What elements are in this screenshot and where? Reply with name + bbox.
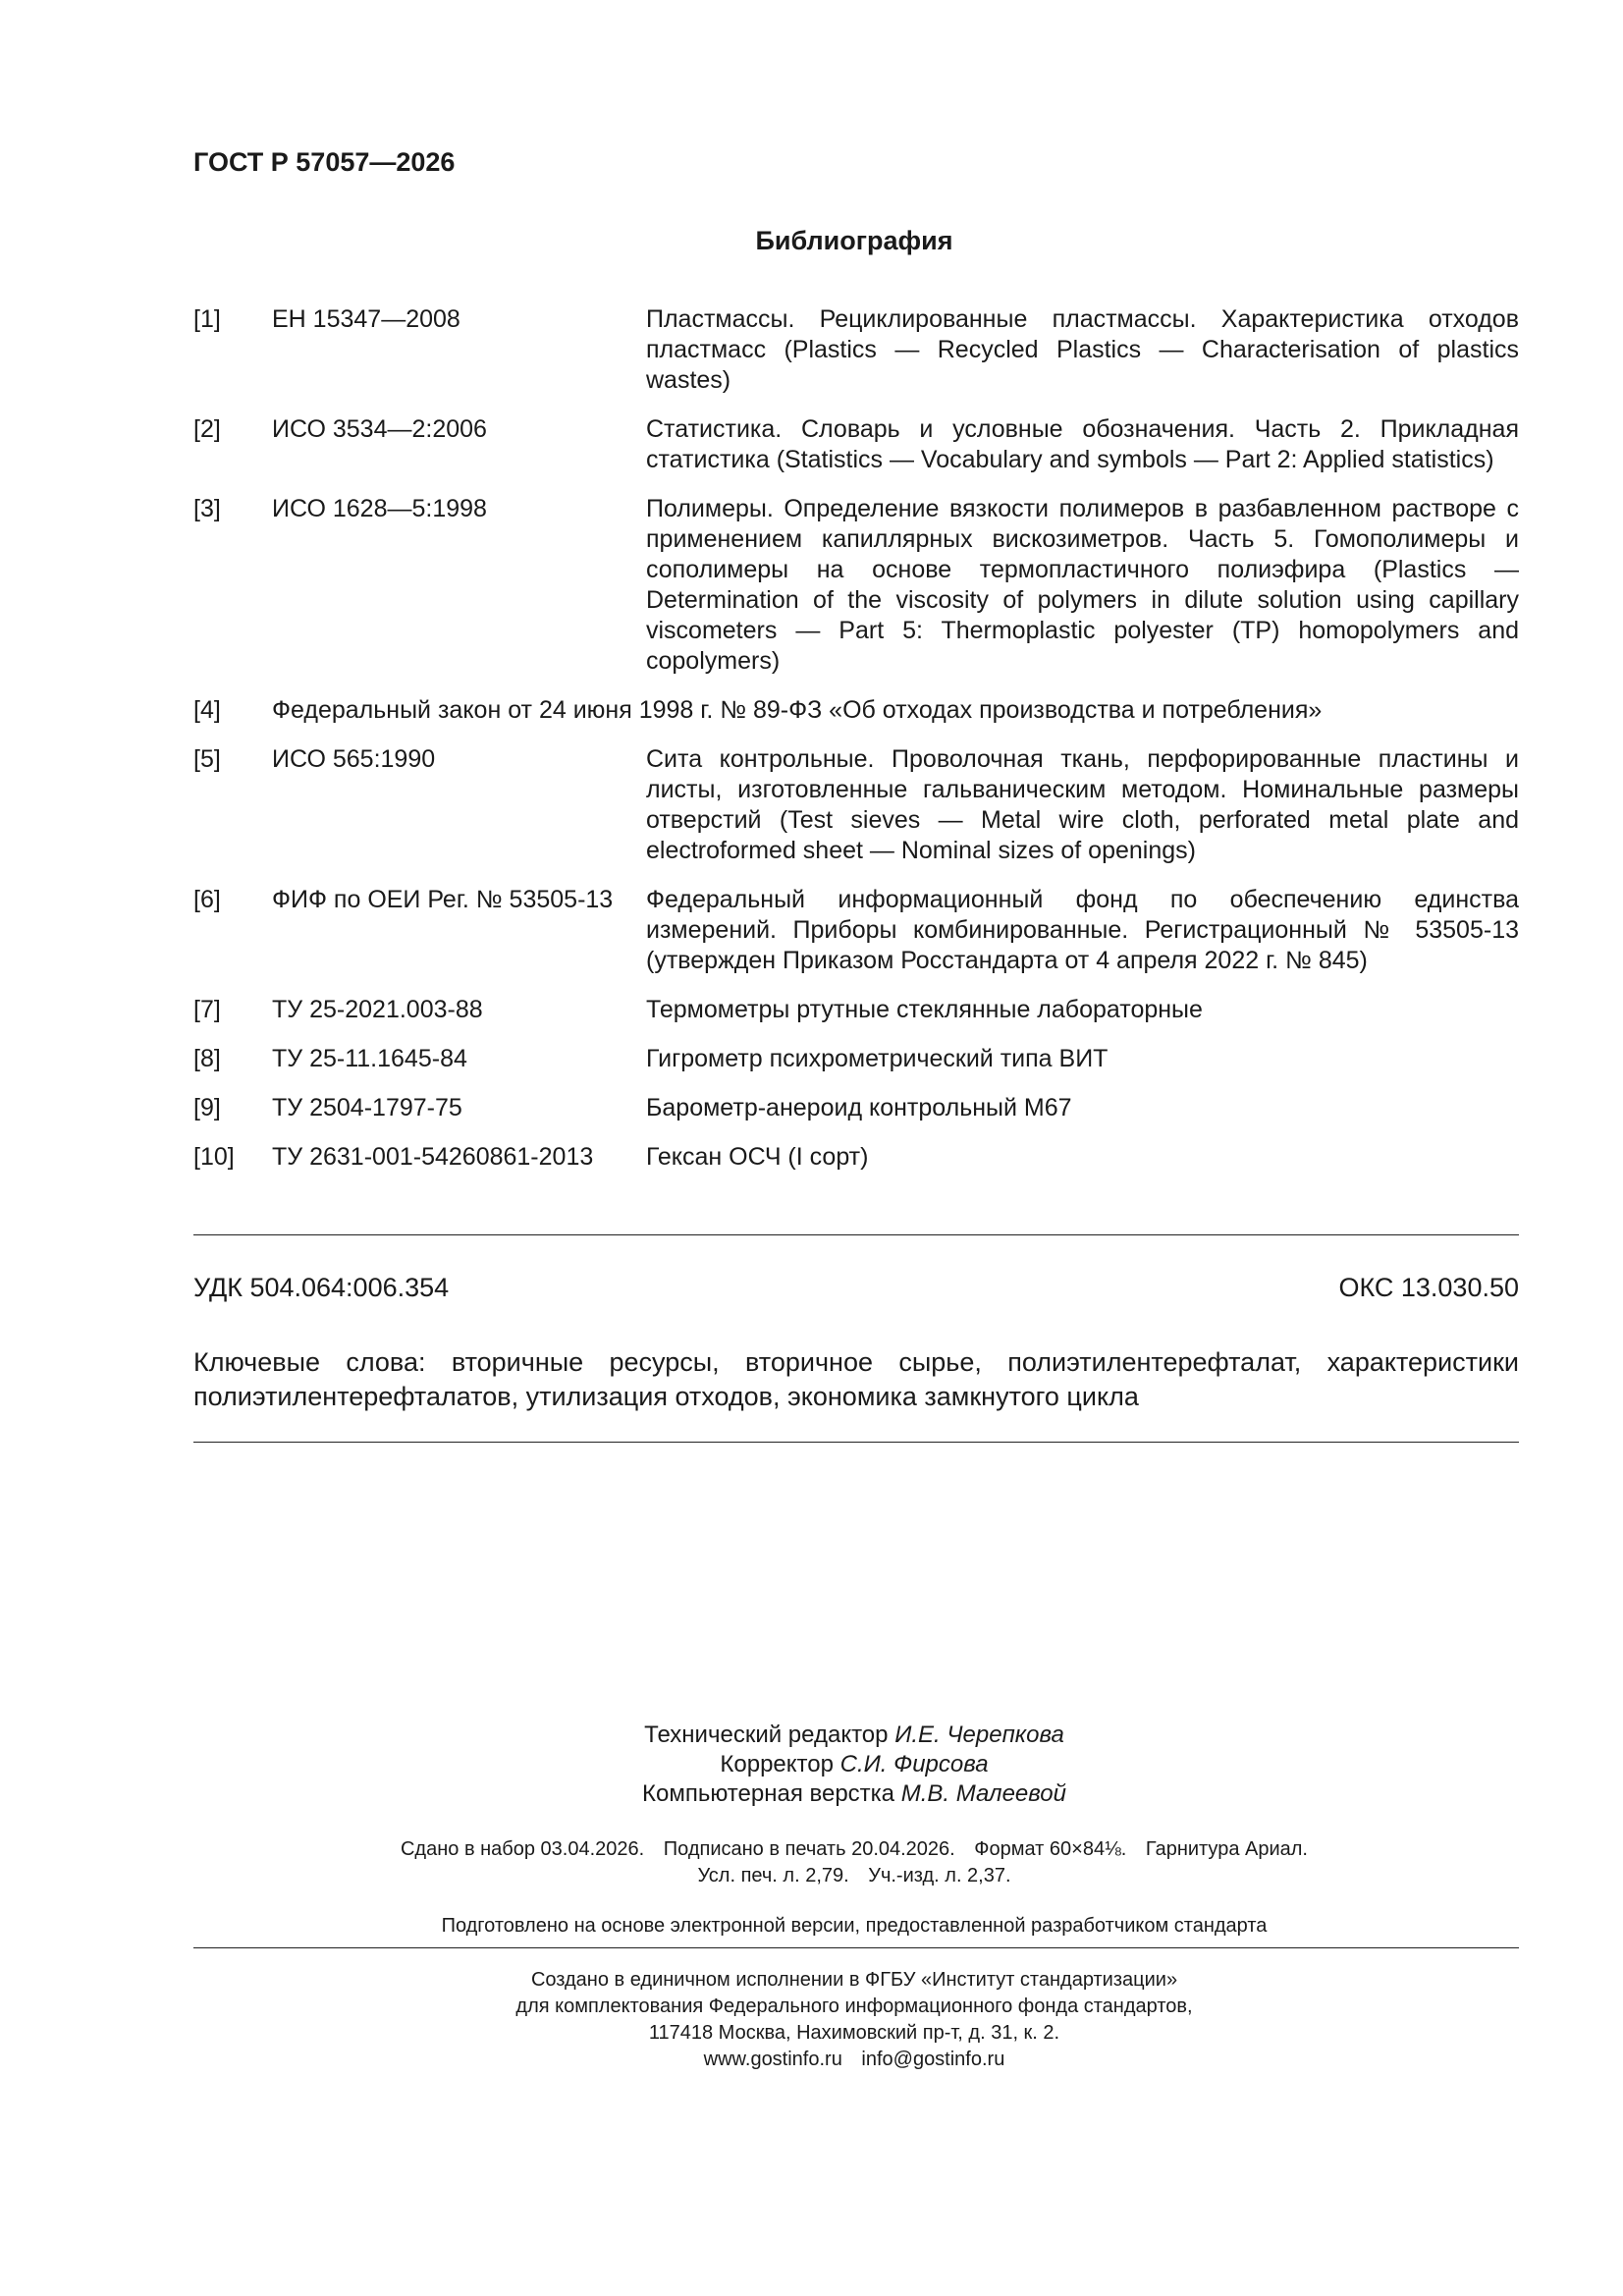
keywords: Ключевые слова: вторичные ресурсы, вторичное сырье, полиэтилентерефталат, характеристики полиэтилентерефталатов, утилизация отходов, экономика замкнутого цикла: [193, 1347, 1519, 1411]
signed-date: Подписано в печать 20.04.2026.: [663, 1838, 955, 1860]
divider: [193, 1442, 1519, 1443]
bibliography-entry: [193, 995, 1519, 1025]
prepared-note: Подготовлено на основе электронной версии, предоставленной разработчиком стандарта: [441, 1915, 1268, 1937]
entry-number: [1]: [193, 305, 221, 333]
publication-line-1: [0, 1836, 1623, 1863]
entry-reference: ИСО 565:1990: [272, 745, 436, 773]
publication-line-2: [0, 1863, 1623, 1889]
entry-number: [8]: [193, 1045, 221, 1072]
bibliography-title: Библиография: [755, 226, 953, 255]
corrector-line: [0, 1750, 1623, 1779]
corrector-name: С.И. Фирсова: [839, 1751, 989, 1777]
document-code: ГОСТ Р 57057—2026: [193, 147, 456, 177]
typeface: Гарнитура Ариал.: [1145, 1838, 1308, 1860]
oks-code: ОКС 13.030.50: [1338, 1273, 1519, 1302]
entry-number: [7]: [193, 996, 221, 1023]
bibliography-list: [193, 304, 1519, 1191]
bibliography-entry: [193, 494, 1519, 677]
entry-number: [5]: [193, 745, 221, 773]
bibliography-entry: [193, 1142, 1519, 1173]
bibliography-entry: [193, 414, 1519, 475]
entry-description: Полимеры. Определение вязкости полимеров в разбавленном растворе с применением капиллярных вискозиметров. Часть 5. Гомополимеры и сополимеры на основе термопластичного полиэфира (Plastics — Determination of the viscosity of polymers in dilute solution using capillary viscometers — Part 5: Thermoplastic polyester (TP) homopolymers and copolymers): [646, 495, 1519, 675]
footer-contacts: [0, 2047, 1623, 2073]
publication-info: [0, 1836, 1623, 1889]
entry-reference: ТУ 25-11.1645-84: [272, 1045, 467, 1072]
layout-name: М.В. Малеевой: [900, 1780, 1066, 1807]
bibliography-entry: [193, 885, 1519, 976]
tech-editor-name: И.Е. Черепкова: [894, 1722, 1064, 1748]
entry-reference: ЕН 15347—2008: [272, 305, 460, 333]
editorial-credits: [0, 1721, 1623, 1809]
layout-line: [0, 1779, 1623, 1809]
tech-editor-label: Технический редактор: [644, 1722, 889, 1748]
footer-line-2: для комплектования Федерального информационного фонда стандартов,: [515, 1995, 1193, 2017]
entry-number: [3]: [193, 495, 221, 522]
email-link[interactable]: info@gostinfo.ru: [861, 2049, 1005, 2070]
layout-label: Компьютерная верстка: [642, 1780, 895, 1807]
entry-description: Гексан ОСЧ (I сорт): [646, 1143, 869, 1171]
entry-number: [9]: [193, 1094, 221, 1121]
website-link[interactable]: www.gostinfo.ru: [703, 2049, 842, 2070]
corrector-label: Корректор: [720, 1751, 834, 1777]
entry-description: Термометры ртутные стеклянные лабораторные: [646, 996, 1203, 1023]
entry-number: [6]: [193, 886, 221, 913]
entry-description: Пластмассы. Рециклированные пластмассы. Характеристика отходов пластмасс (Plastics — Recycled Plastics — Characterisation of plastics wastes): [646, 305, 1519, 394]
bibliography-entry: [193, 744, 1519, 866]
divider: [193, 1947, 1519, 1948]
entry-reference: ИСО 1628—5:1998: [272, 495, 487, 522]
entry-description: Федеральный информационный фонд по обеспечению единства измерений. Приборы комбинированные. Регистрационный № 53505-13 (утвержден Приказом Росстандарта от 4 апреля 2022 г. № 845): [646, 886, 1519, 974]
entry-reference: ТУ 2631-001-54260861-2013: [272, 1143, 594, 1171]
edition-sheets: Уч.-изд. л. 2,37.: [868, 1865, 1011, 1886]
bibliography-entry: [193, 1044, 1519, 1074]
divider: [193, 1234, 1519, 1235]
publisher-footer: [0, 1967, 1623, 2073]
entry-description: Барометр-анероид контрольный М67: [646, 1094, 1072, 1121]
bibliography-entry: [193, 695, 1519, 726]
tech-editor-line: [0, 1721, 1623, 1750]
footer-line-3: 117418 Москва, Нахимовский пр-т, д. 31, к. 2.: [648, 2022, 1060, 2044]
entry-description: Сита контрольные. Проволочная ткань, перфорированные пластины и листы, изготовленные гальваническим методом. Номинальные размеры отверстий (Test sieves — Metal wire cloth, perforated metal plate and electroformed sheet — Nominal sizes of openings): [646, 745, 1519, 864]
bibliography-entry: [193, 1093, 1519, 1123]
paper-format: Формат 60×84⅛.: [974, 1838, 1127, 1860]
entry-number: [10]: [193, 1143, 235, 1171]
entry-reference: ФИФ по ОЕИ Рег. № 53505-13: [272, 886, 614, 913]
bibliography-entry: [193, 304, 1519, 396]
footer-line-1: Создано в единичном исполнении в ФГБУ «Институт стандартизации»: [530, 1969, 1178, 1991]
entry-number: [2]: [193, 415, 221, 443]
entry-full-text: Федеральный закон от 24 июня 1998 г. № 89-ФЗ «Об отходах производства и потребления»: [272, 696, 1323, 724]
entry-reference: ТУ 2504-1797-75: [272, 1094, 462, 1121]
typeset-date: Сдано в набор 03.04.2026.: [400, 1838, 645, 1860]
entry-description: Гигрометр психрометрический типа ВИТ: [646, 1045, 1109, 1072]
print-sheets: Усл. печ. л. 2,79.: [697, 1865, 849, 1886]
udk-code: УДК 504.064:006.354: [193, 1273, 450, 1302]
entry-number: [4]: [193, 696, 221, 724]
entry-reference: ИСО 3534—2:2006: [272, 415, 487, 443]
entry-description: Статистика. Словарь и условные обозначения. Часть 2. Прикладная статистика (Statistics — Vocabulary and symbols — Part 2: Applied statistics): [646, 415, 1519, 473]
entry-reference: ТУ 25-2021.003-88: [272, 996, 483, 1023]
